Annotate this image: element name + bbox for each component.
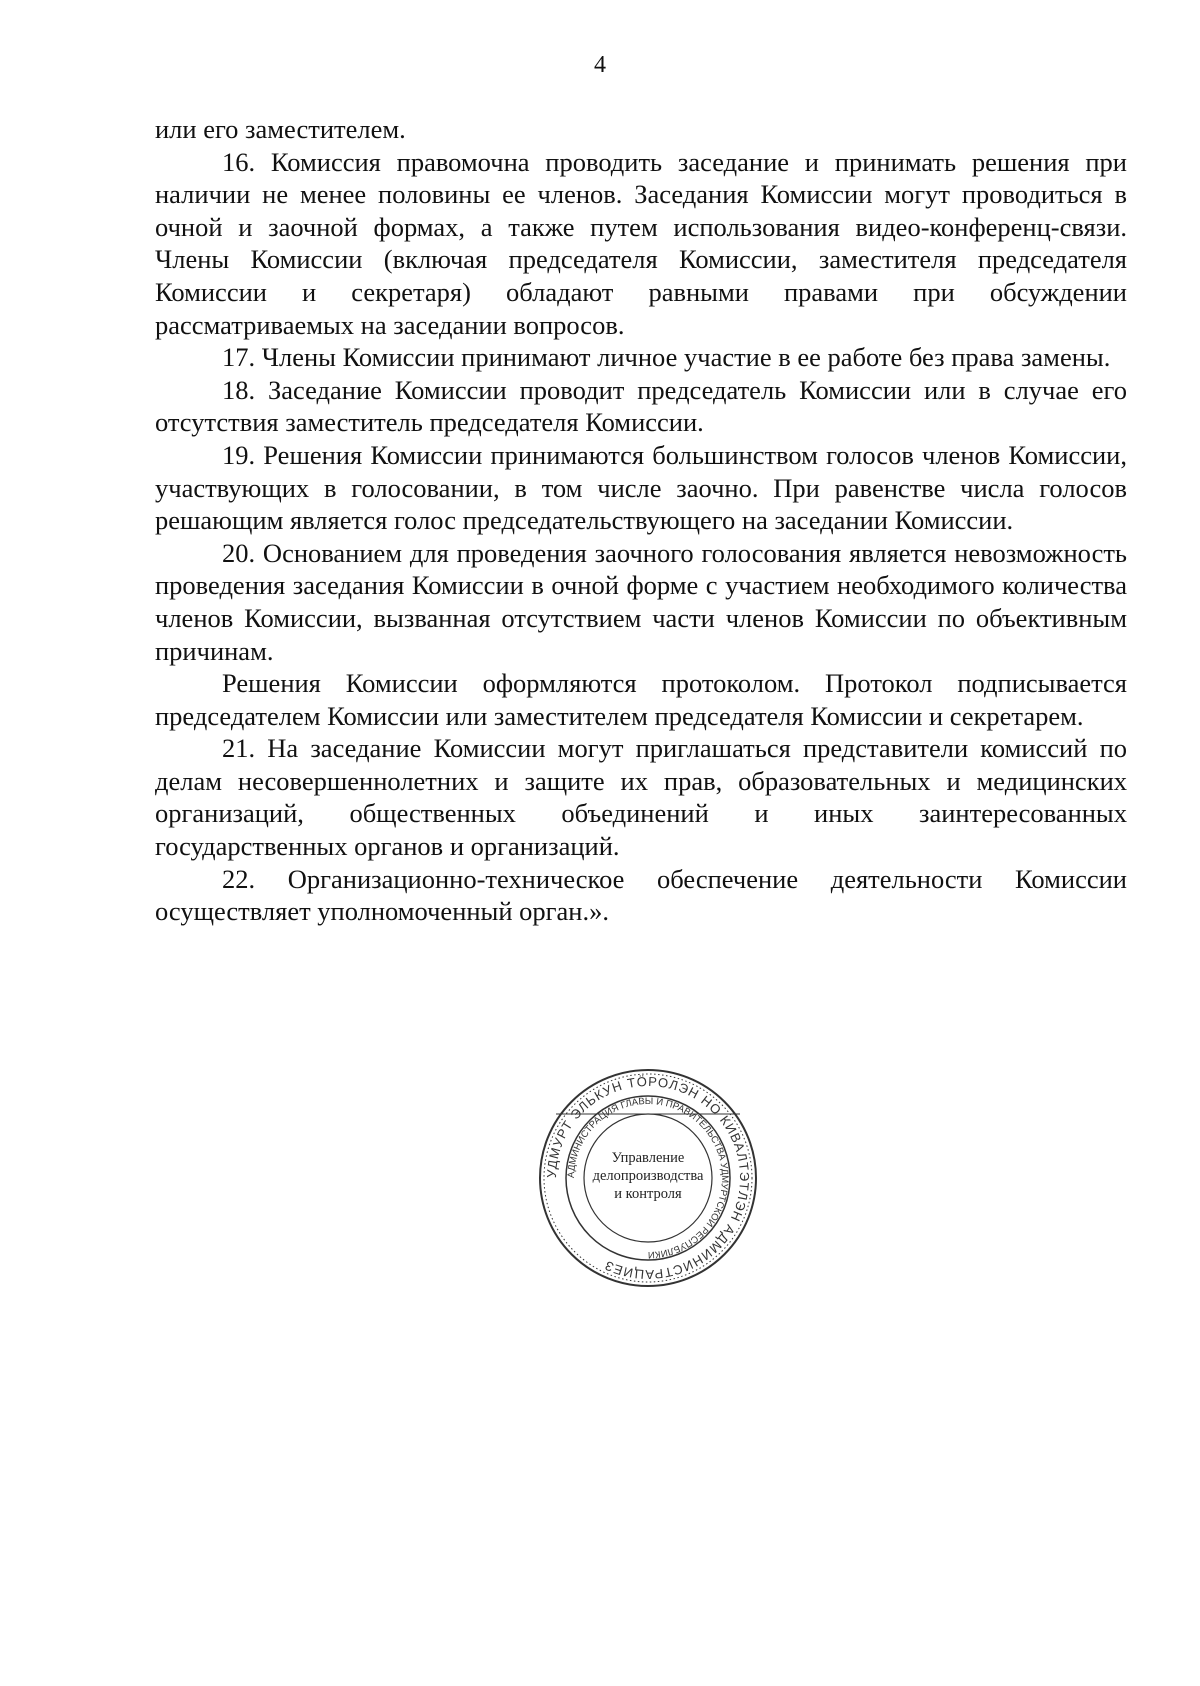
document-body xyxy=(155,113,1127,928)
paragraph-16: 16. Комиссия правомочна проводить заседание и принимать решения при наличии не менее половины ее членов. Заседания Комиссии могут проводиться в очной и заочной формах, а также путем использования видео-конференц-связи. Члены Комиссии (включая председателя Комиссии, заместителя председателя Комиссии и секретаря) обладают равными правами при обсуждении рассматриваемых на заседании вопросов. xyxy=(155,146,1127,340)
paragraph-21: 21. На заседание Комиссии могут приглашаться представители комиссий по делам несовершеннолетних и защите их прав, образовательных и медицинских организаций, общественных объединений и иных заинтересованных государственных органов и организаций. xyxy=(155,733,1127,862)
official-seal xyxy=(536,1066,760,1290)
seal-inner-textpath: АДМИНИСТРАЦИЯ ГЛАВЫ И ПРАВИТЕЛЬСТВА УДМУРТСКОЙ РЕСПУБЛИКИ xyxy=(565,1095,731,1261)
paragraph-17: 17. Члены Комиссии принимают личное участие в ее работе без права замены. xyxy=(222,342,1111,373)
paragraph-18: 18. Заседание Комиссии проводит председатель Комиссии или в случае его отсутствия заместитель председателя Комиссии. xyxy=(155,374,1127,438)
paragraph-20-decisions: Решения Комиссии оформляются протоколом. Протокол подписывается председателем Комиссии или заместителем председателя Комиссии и секретарем. xyxy=(155,668,1127,731)
seal-center-line-2: делопроизводства xyxy=(592,1168,704,1184)
seal-outer-textpath: УДМУРТ ЭЛЬКУН ТӦРОЛЭН НО КИВАЛТЭТЛЭН АДМИНИСТРАЦИЕЗ xyxy=(543,1073,753,1283)
seal-center-line-3: и контроля xyxy=(614,1186,682,1202)
paragraph-22: 22. Организационно-техническое обеспечение деятельности Комиссии осуществляет уполномоченный орган.». xyxy=(155,863,1127,927)
paragraph-19: 19. Решения Комиссии принимаются большинством голосов членов Комиссии, участвующих в голосовании, в том числе заочно. При равенстве числа голосов решающим является голос председательствующего на заседании Комиссии. xyxy=(155,439,1127,536)
paragraph-continuation: или его заместителем. xyxy=(155,114,406,144)
page-number: 4 xyxy=(594,52,606,78)
seal-center-line-1: Управление xyxy=(611,1150,685,1166)
paragraph-20: 20. Основанием для проведения заочного голосования является невозможность проведения заседания Комиссии в очной форме с участием необходимого количества членов Комиссии, вызванная отсутствием части членов Комиссии по объективным причинам. xyxy=(155,537,1127,666)
seal-center-text xyxy=(588,1149,708,1203)
